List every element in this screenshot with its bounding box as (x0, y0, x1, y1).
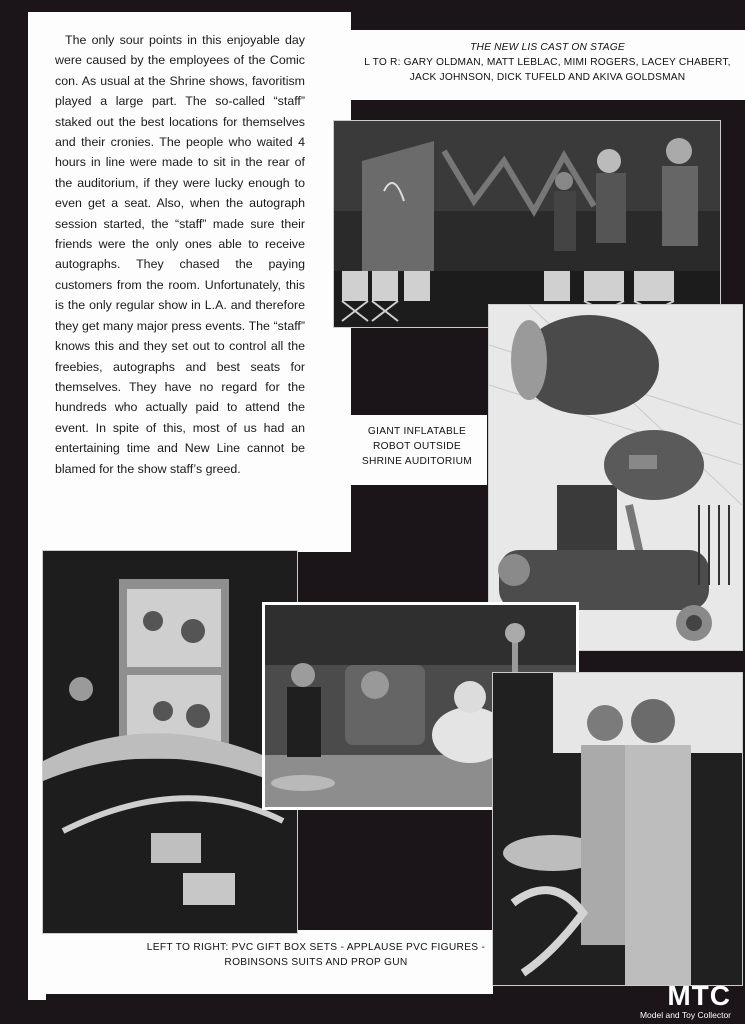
cast-caption-line: L TO R: GARY OLDMAN, MATT LEBLAC, MIMI ROGERS, LACEY CHABERT, (364, 57, 731, 68)
robot-caption (352, 424, 482, 469)
cast-on-stage-photo (333, 120, 721, 328)
bottom-caption (140, 940, 492, 970)
logo-subtitle: Model and Toy Collector (639, 1010, 731, 1020)
logo-mark: MTC (667, 980, 731, 1011)
mtc-logo (619, 982, 731, 1020)
robot-caption-line: SHRINE AUDITORIUM (361, 456, 473, 467)
robinsons-suits-photo (492, 672, 743, 986)
robot-caption-line: ROBOT OUTSIDE (372, 441, 462, 452)
robot-caption-line: GIANT INFLATABLE (367, 426, 467, 437)
pvc-gift-box-photo (42, 550, 298, 934)
inflatable-robot-photo (488, 304, 743, 651)
article-body: The only sour points in this enjoyable day were caused by the employees of the Comic con. As usual at the Shrine shows, favoritism played a large part. The so-called “staff” staked out the best locations for themselves and their cronies. The people who waited 4 hours in line were made to sit in the rear of the auditorium, if they were lucky enough to even get a seat. Also, when the autograph session started, the “staff” made sure their friends were the only ones able to receive autographs. They chased the paying customers from the room. Unfortunately, this is the only regular show in L.A. and therefore they get many major press events. The “staff” knows this and they set out to control all the freebies, autographs and best seats for themselves. They have no regard for the hundreds who actually paid to attend the event. In spite of this, most of us had an entertaining time and New Line cannot be blamed for the show staff’s greed. (55, 33, 305, 476)
cast-caption-line: JACK JOHNSON, DICK TUFELD AND AKIVA GOLDSMAN (409, 72, 686, 83)
bottom-caption-line: ROBINSONS SUITS AND PROP GUN (224, 957, 408, 968)
cast-caption-title: THE NEW LIS CAST ON STAGE (470, 42, 625, 53)
bottom-caption-line: LEFT TO RIGHT: PVC GIFT BOX SETS - APPLAUSE PVC FIGURES - (146, 942, 486, 953)
cast-caption (350, 40, 745, 85)
